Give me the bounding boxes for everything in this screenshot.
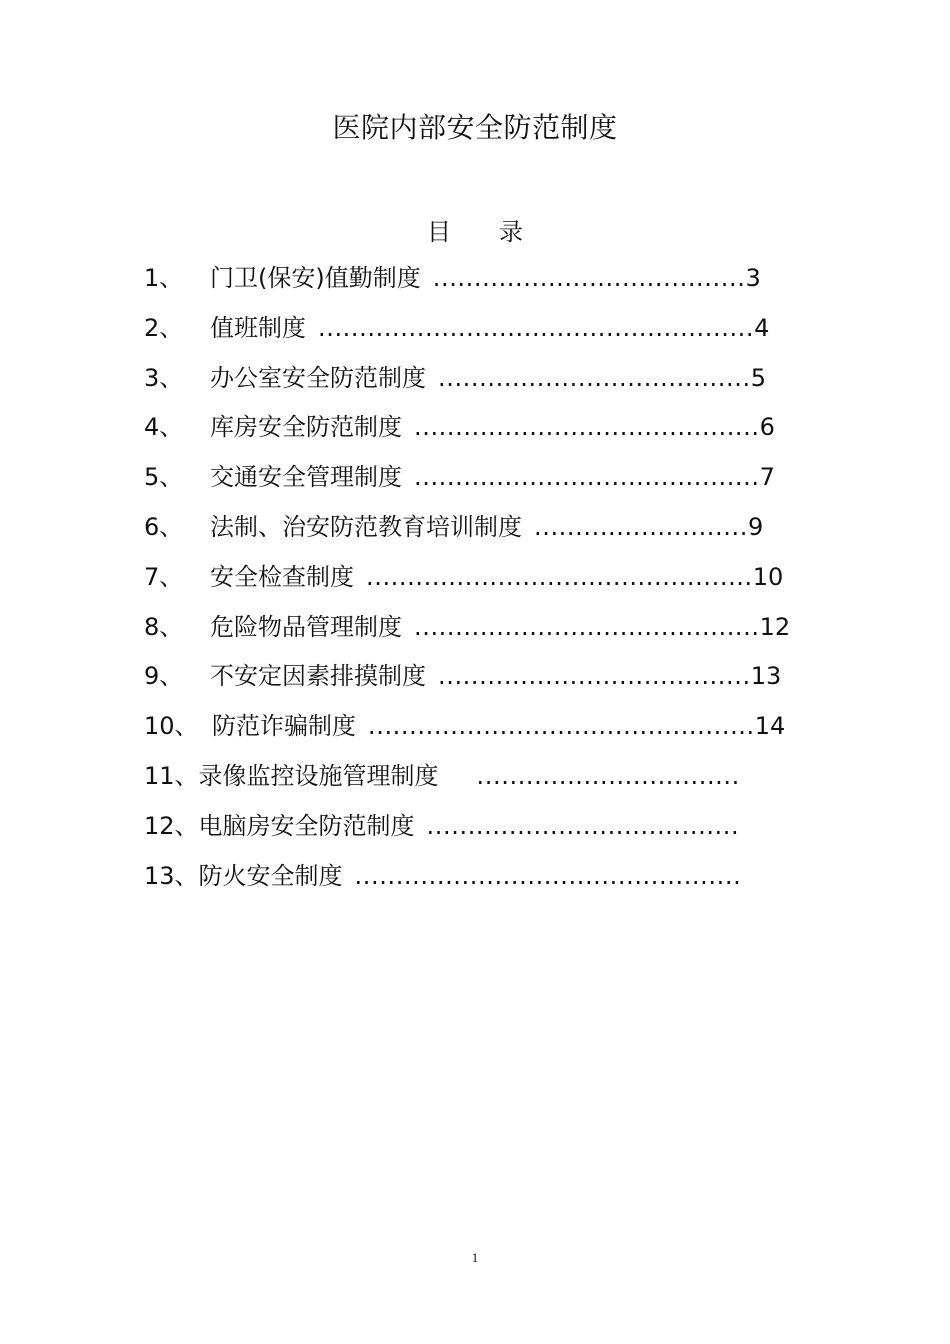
toc-entry-number: 1、: [144, 264, 184, 292]
toc-entry-label: 门卫(保安)值勤制度: [210, 264, 421, 292]
toc-entry-2[interactable]: [144, 308, 790, 358]
toc-entry-4[interactable]: [144, 407, 790, 457]
toc-heading: [0, 212, 950, 247]
toc-entry-page: 12: [759, 612, 791, 641]
toc-entry-leader: ...............................................: [354, 861, 742, 890]
toc-entry-leader: .....................................................: [318, 313, 755, 342]
toc-entry-page: 6: [759, 413, 775, 442]
toc-entry-13[interactable]: [144, 856, 790, 906]
toc-entry-5[interactable]: [144, 457, 790, 507]
toc-entry-page: 3: [745, 264, 761, 292]
toc-entry-leader: ...............................................: [366, 562, 753, 591]
toc-entry-number: 9、: [144, 662, 184, 691]
toc-entry-number: 10、: [144, 712, 199, 741]
toc-heading-char-2: 录: [499, 218, 523, 246]
toc-entry-label: 电脑房安全防范制度: [198, 811, 415, 840]
toc-entry-9[interactable]: [144, 656, 790, 706]
toc-entry-12[interactable]: [144, 806, 790, 856]
toc-entry-leader: ...............................................: [368, 712, 755, 741]
toc-entry-number: 11、: [144, 761, 199, 790]
toc-entry-label: 库房安全防范制度: [210, 413, 402, 442]
toc-entry-leader: ..........................................: [414, 413, 760, 442]
toc-entry-label: 安全检查制度: [210, 562, 354, 591]
toc-entry-label: 防火安全制度: [198, 861, 343, 890]
toc-entry-label: 法制、治安防范教育培训制度: [210, 512, 522, 541]
toc-entry-page: 14: [754, 712, 786, 741]
toc-entry-1[interactable]: [144, 258, 790, 308]
toc-entry-11[interactable]: [144, 756, 790, 806]
toc-entry-leader: ......................................: [438, 662, 751, 691]
toc-entry-label: 防范诈骗制度: [212, 712, 356, 741]
toc-entry-label: 交通安全管理制度: [210, 463, 402, 492]
toc-entry-6[interactable]: [144, 507, 790, 557]
table-of-contents: [144, 258, 790, 905]
toc-entry-8[interactable]: [144, 607, 790, 657]
toc-entry-page: 10: [752, 562, 784, 591]
toc-entry-number: 2、: [144, 313, 184, 342]
toc-entry-10[interactable]: [144, 706, 790, 756]
toc-heading-char-1: 目: [427, 218, 451, 246]
toc-entry-leader: ..........................................: [414, 463, 760, 492]
toc-entry-leader: ..........................................: [414, 612, 760, 641]
toc-entry-page: 13: [750, 662, 782, 691]
toc-entry-page: 7: [759, 463, 775, 492]
toc-entry-leader: ................................: [476, 761, 740, 790]
page-title: 医院内部安全防范制度: [332, 111, 618, 144]
toc-entry-7[interactable]: [144, 557, 790, 607]
toc-entry-label: 危险物品管理制度: [210, 612, 402, 641]
toc-entry-leader: ......................................: [438, 363, 751, 392]
toc-entry-label: 值班制度: [210, 313, 306, 342]
toc-entry-leader: ..........................: [534, 512, 748, 541]
toc-entry-number: 13、: [144, 861, 199, 890]
toc-entry-number: 3、: [144, 363, 184, 392]
toc-entry-number: 8、: [144, 612, 184, 641]
toc-entry-leader: ......................................: [432, 264, 746, 292]
toc-entry-page: 4: [754, 313, 770, 342]
toc-entry-label: 录像监控设施管理制度: [198, 761, 439, 790]
toc-entry-3[interactable]: [144, 358, 790, 408]
toc-entry-page: 5: [750, 363, 766, 392]
toc-entry-number: 12、: [144, 811, 199, 840]
page-number: 1: [471, 1250, 479, 1265]
toc-entry-leader: ......................................: [426, 811, 740, 840]
toc-entry-number: 6、: [144, 512, 184, 541]
toc-entry-label: 不安定因素排摸制度: [210, 662, 426, 691]
toc-entry-number: 5、: [144, 463, 184, 492]
toc-entry-number: 7、: [144, 562, 184, 591]
toc-entry-number: 4、: [144, 413, 184, 442]
toc-entry-label: 办公室安全防范制度: [210, 363, 426, 392]
toc-entry-page: 9: [747, 512, 764, 541]
